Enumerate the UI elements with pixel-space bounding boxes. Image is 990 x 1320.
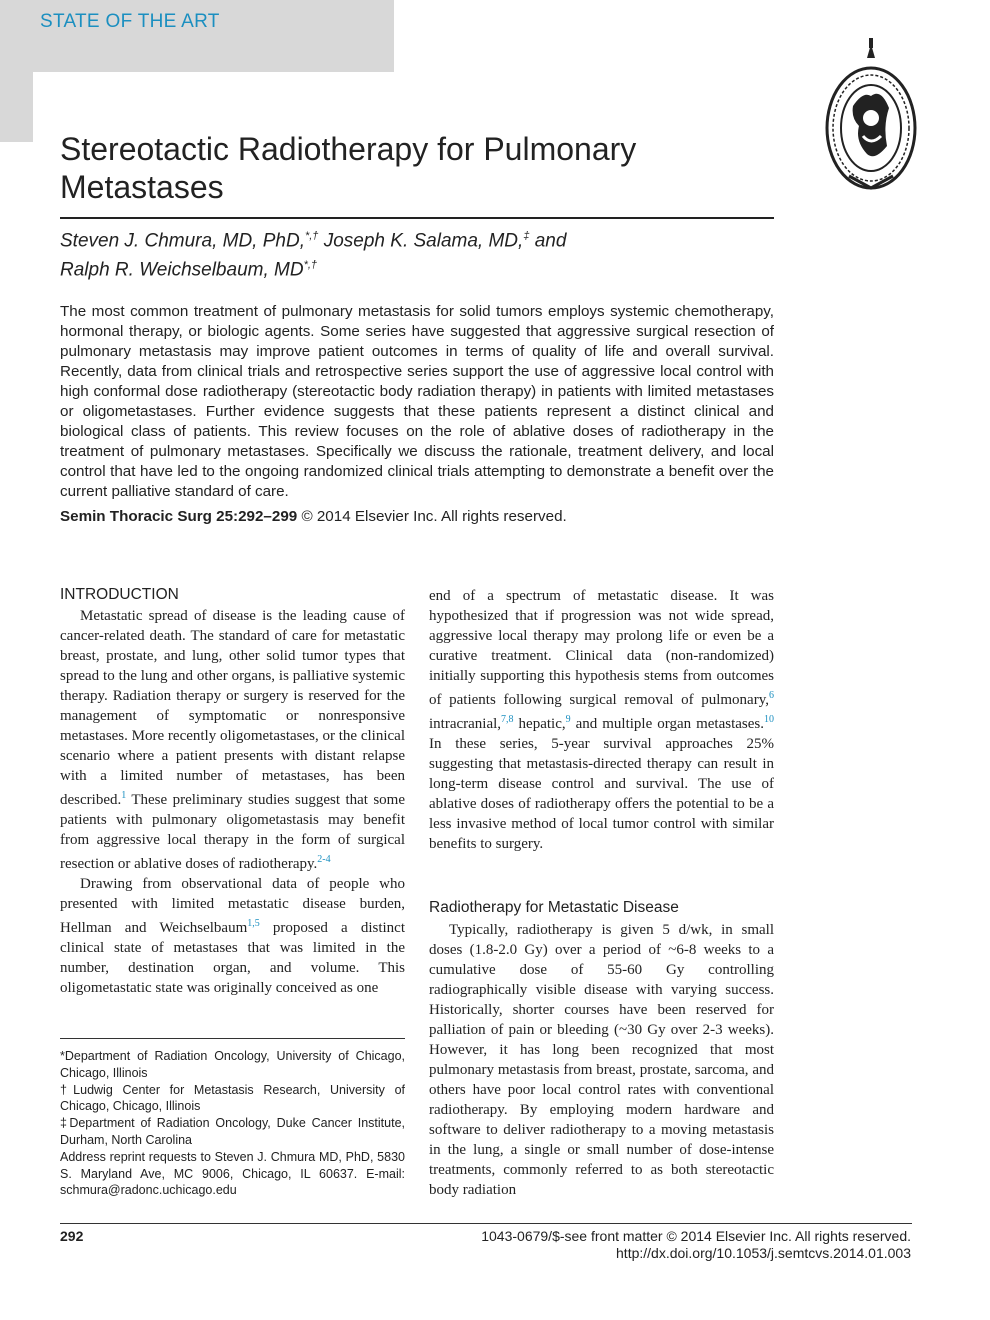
title-rule — [60, 217, 774, 219]
footnote-rule — [60, 1038, 405, 1039]
right-column-top — [429, 586, 774, 854]
society-seal-emblem-icon — [823, 36, 919, 194]
radiotherapy-paragraph: Typically, radiotherapy is given 5 d/wk, in small doses (1.8-2.0 Gy) over a period of ~6-8 weeks to a cumulative dose of 55-60 Gy controlling radiographically visible disease with varying success. Historically, shorter courses have been reserved for palliation of pain or bleeding (~30 Gy over 2-3 weeks). However, it has long been recognized that most pulmonary metastasis from breast, prostate, sarcoma, and others have poor local control rates with conventional radiotherapy. By employing modern hardware and software to deliver radiotherapy to a moving metastasis in the lung, a single or small number of dose-intense treatments, commonly referred to as both stereotactic body radiation — [429, 922, 774, 1198]
intro-paragraph-continued — [429, 586, 774, 854]
reference-link[interactable]: 1 — [121, 790, 127, 801]
author-affiliation-marks: ‡ — [523, 230, 530, 242]
author-affiliation-marks: *,† — [304, 230, 319, 242]
author-name: Ralph R. Weichselbaum, MD — [60, 259, 304, 281]
intro-text: Metastatic spread of disease is the leading cause of cancer-related death. The standard of care for metastatic breast, prostate, and lung, other solid tumor types that spread to the lung and other organs, is palliative systemic therapy. Radiation therapy or surgery is reserved for the management of symptomatic or nonresponsive metastases. More recently oligometastases, or the clinical scenario where a patient presents with distant relapse with a limited number of metastases, has been described. — [60, 608, 405, 808]
reference-link[interactable]: 9 — [565, 714, 571, 725]
page-number: 292 — [60, 1228, 84, 1244]
intro-paragraph-2 — [60, 874, 405, 998]
citation-journal: Semin Thoracic Surg 25:292–299 — [60, 508, 298, 525]
reference-link[interactable]: 7,8 — [501, 714, 514, 725]
reference-link[interactable]: 1,5 — [247, 918, 260, 929]
intro-paragraph-1 — [60, 606, 405, 874]
citation-rights: © 2014 Elsevier Inc. All rights reserved. — [301, 508, 567, 525]
section-label: STATE OF THE ART — [40, 11, 220, 32]
footnotes — [60, 1048, 405, 1199]
intro-text: Drawing from observational data of people who presented with limited metastatic disease burden, Hellman and Weichselbaum — [60, 876, 405, 936]
abstract: The most common treatment of pulmonary metastasis for solid tumors employs systemic chemotherapy, hormonal therapy, or biologic agents. Some series have suggested that aggressive surgical resection of pulmonary metastasis may improve patient outcomes in terms of quality of life and overall survival. Recently, data from clinical trials and retrospective series support the use of aggressive local control with high conformal dose radiotherapy (stereotactic body radiation therapy) in patients with limited metastases or oligometastases. Further evidence suggests that these patients represent a distinct clinical and biological class of patients. This review focuses on the role of ablative doses of radiotherapy in the treatment of pulmonary metastases. Specifically we discuss the rationale, treatment delivery, and local control that have led to the ongoing randomized clinical trials attempting to demonstrate a benefit over the current palliative standard of care. — [60, 303, 774, 500]
left-column — [60, 606, 405, 998]
intro-text: In these series, 5-year survival approaches 25% suggesting that metastasis-directed therapy can result in long-term disease control and survival. The use of ablative doses of radiotherapy offers the potential to be a less invasive method of local tumor control with similar benefits to surgery. — [429, 736, 774, 852]
issn-line: 1043-0679/$-see front matter © 2014 Elsevier Inc. All rights reserved. — [481, 1228, 911, 1244]
author-list — [60, 224, 774, 283]
reference-link[interactable]: 2-4 — [317, 854, 331, 865]
intro-text: These preliminary studies suggest that some patients with pulmonary oligometastasis may benefit from aggressive local therapy in the form of surgical resection or ablative doses of radiotherapy. — [60, 792, 405, 872]
footer-issn — [481, 1228, 911, 1262]
footnote: ‡Department of Radiation Oncology, Duke Cancer Institute, Durham, North Carolina — [60, 1116, 405, 1147]
citation — [60, 507, 774, 527]
footnote: †Ludwig Center for Metastasis Research, University of Chicago, Chicago, Illinois — [60, 1082, 405, 1114]
author-name: Joseph K. Salama, MD, — [323, 230, 524, 252]
intro-text: and multiple organ metastases. — [570, 716, 765, 732]
article-title: Stereotactic Radiotherapy for Pulmonary Metastases — [60, 131, 637, 205]
footnote: *Department of Radiation Oncology, University of Chicago, Chicago, Illinois — [60, 1049, 405, 1080]
doi-link[interactable]: http://dx.doi.org/10.1053/j.semtcvs.2014.01.003 — [616, 1245, 911, 1261]
reference-link[interactable]: 6 — [769, 690, 774, 701]
author-name: Steven J. Chmura, MD, PhD, — [60, 230, 305, 252]
author-affiliation-marks: *,† — [303, 259, 318, 272]
right-column-bottom — [429, 920, 774, 1200]
reference-link[interactable]: 10 — [764, 714, 775, 725]
introduction-heading: INTRODUCTION — [60, 586, 179, 603]
radiotherapy-heading: Radiotherapy for Metastatic Disease — [429, 899, 679, 916]
footer-rule — [60, 1223, 912, 1224]
footnote: Address reprint requests to Steven J. Chmura MD, PhD, 5830 S. Maryland Ave, MC 9006, Chicago, IL 60637. E-mail: schmura@radonc.uchicago.edu — [60, 1149, 405, 1198]
author-conjunction: and — [534, 230, 567, 252]
section-banner-side — [0, 0, 33, 142]
intro-text: proposed a distinct clinical state of metastases that was limited in the number, destination organ, and volume. This oligometastatic state was originally conceived as one — [60, 920, 405, 996]
intro-text: hepatic, — [513, 716, 566, 732]
intro-text: intracranial, — [429, 716, 502, 732]
intro-text: end of a spectrum of metastatic disease. It was hypothesized that if progression was not wide spread, aggressive local therapy may prolong life or even be a curative treatment. Clinical data (non-randomized) initially supporting this hypothesis stems from outcomes of patients following surgical removal of pulmonary, — [429, 588, 774, 708]
